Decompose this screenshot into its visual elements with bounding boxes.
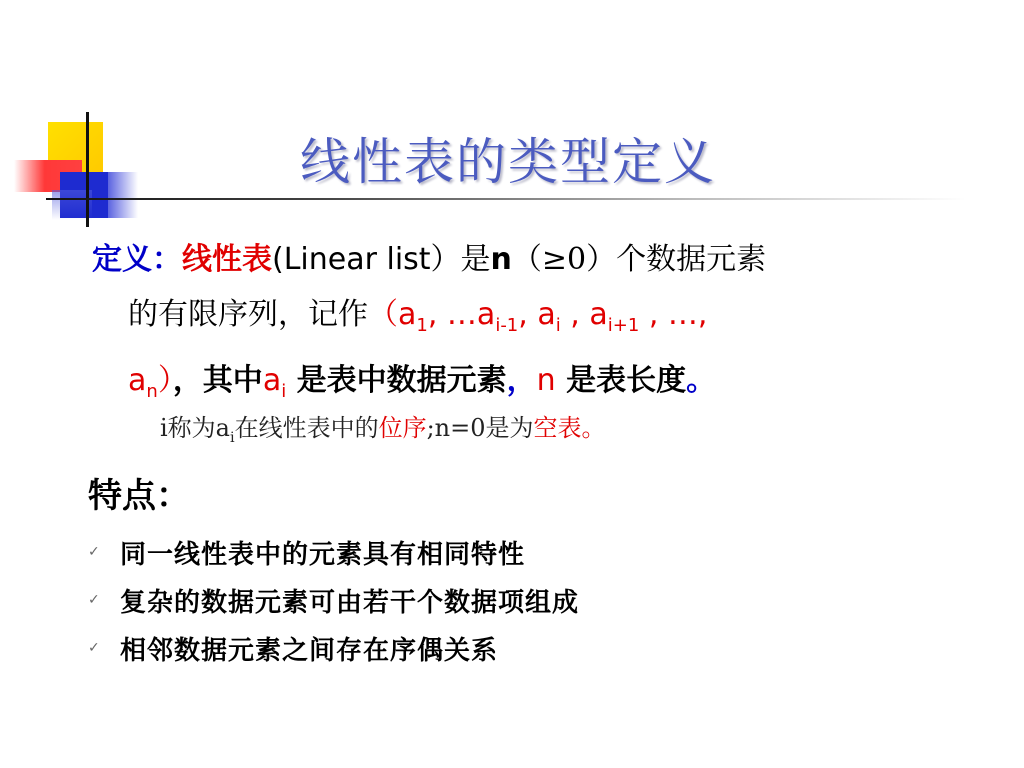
note-subscript: i (229, 429, 235, 446)
note-position-term: 位序 (378, 414, 427, 442)
note-separator: ;n=0是为 (426, 414, 534, 442)
feature-text: 复杂的数据元素可由若干个数据项组成 (120, 587, 580, 618)
list-item (88, 624, 579, 672)
n-variable: n (490, 242, 512, 277)
is-element-text: 是表中数据元素 (286, 363, 507, 398)
list-item (88, 528, 579, 576)
list-item (88, 576, 579, 624)
checkmark-icon: ✓ (88, 640, 100, 656)
feature-text: 同一线性表中的元素具有相同特性 (120, 539, 526, 570)
definition-colon: ： (152, 242, 182, 277)
ai-symbol: $a_i$ (262, 363, 287, 402)
sequence-notation: （$a_1$, $\dots a_{i-1}$, $a_i$ , $a_{i+1}$ , …, (368, 297, 708, 336)
n-length-symbol: n (536, 363, 556, 398)
position-note (160, 408, 606, 446)
term-linear-list: 线性表 (182, 242, 272, 277)
note-empty-term: 空表 (533, 414, 582, 442)
period: 。 (686, 363, 717, 398)
decor-vertical-line (86, 112, 89, 227)
note-mid: 在线性表中的 (234, 414, 379, 442)
note-prefix: i称为a (160, 414, 230, 442)
features-heading: 特点： (88, 476, 190, 516)
english-term: (Linear list）是 (272, 242, 491, 277)
is-length-text: 是表长度 (555, 363, 687, 398)
title-underline (46, 198, 966, 200)
definition-label: 定义 (92, 242, 152, 277)
n-condition: （≥0）个数据元素 (511, 242, 767, 277)
definition-line-1 (92, 232, 952, 287)
checkmark-icon: ✓ (88, 592, 100, 608)
decor-blue-fade (108, 172, 138, 218)
finite-sequence-text: 的有限序列，记作 (128, 297, 368, 332)
comma: ， (506, 363, 537, 398)
definition-line-2 (92, 287, 952, 353)
where-text: ，其中 (172, 363, 263, 398)
sequence-notation-end: $a_n$） (128, 363, 173, 402)
checkmark-icon: ✓ (88, 544, 100, 560)
feature-text: 相邻数据元素之间存在序偶关系 (120, 635, 499, 666)
features-list (88, 528, 579, 672)
definition-paragraph (92, 232, 952, 419)
slide-title: 线性表的类型定义 (300, 133, 716, 191)
note-end: 。 (581, 414, 606, 442)
